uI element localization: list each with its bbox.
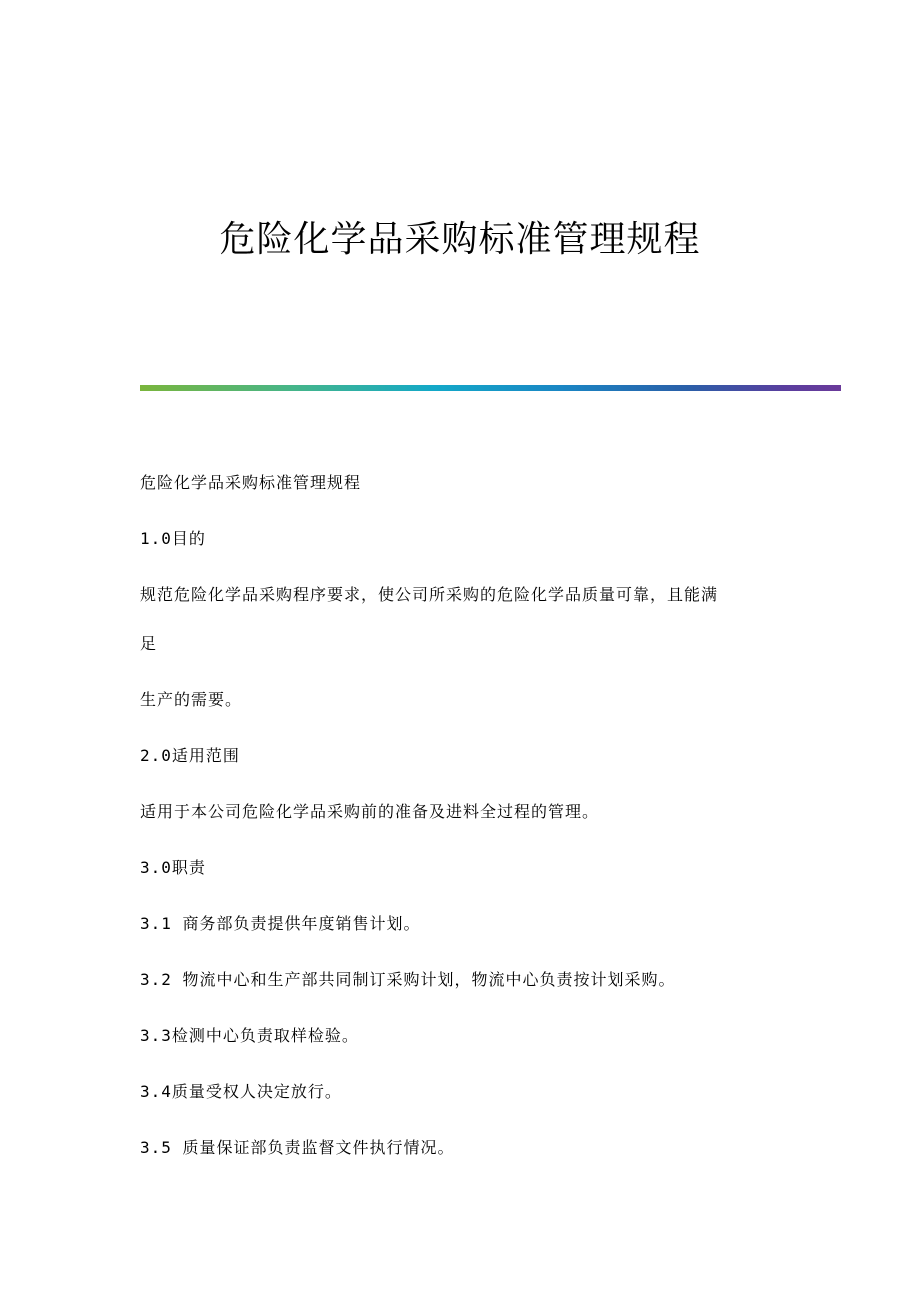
responsibility-3-3: 3.3检测中心负责取样检验。 — [140, 1026, 359, 1045]
scope-text: 适用于本公司危险化学品采购前的准备及进料全过程的管理。 — [140, 802, 600, 821]
responsibility-3-2: 3.2 物流中心和生产部共同制订采购计划，物流中心负责按计划采购。 — [140, 970, 676, 989]
section-3-heading: 3.0职责 — [140, 858, 206, 877]
responsibility-3-4: 3.4质量受权人决定放行。 — [140, 1082, 342, 1101]
body-heading: 危险化学品采购标准管理规程 — [140, 473, 362, 492]
document-title: 危险化学品采购标准管理规程 — [219, 219, 701, 260]
section-1-heading: 1.0目的 — [140, 529, 206, 548]
purpose-text-line-2: 足 — [140, 634, 158, 653]
section-2-heading: 2.0适用范围 — [140, 746, 240, 765]
purpose-text-line-1: 规范危险化学品采购程序要求，使公司所采购的危险化学品质量可靠，且能满 — [140, 585, 719, 604]
purpose-text-line-3: 生产的需要。 — [140, 690, 243, 709]
responsibility-3-1: 3.1 商务部负责提供年度销售计划。 — [140, 914, 421, 933]
responsibility-3-5: 3.5 质量保证部负责监督文件执行情况。 — [140, 1138, 455, 1157]
gradient-divider — [140, 385, 841, 391]
